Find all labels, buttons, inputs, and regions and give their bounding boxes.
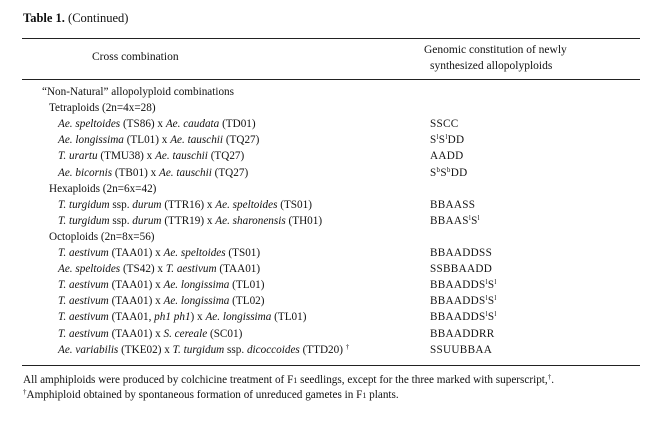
table-label: Table 1. <box>23 11 65 25</box>
text: (TL01) <box>271 311 307 324</box>
cross-combination-cell <box>58 213 322 229</box>
superscript: l <box>485 310 488 319</box>
text: ssp. <box>224 343 247 356</box>
superscript: b <box>446 165 451 174</box>
cross-combination-cell <box>58 197 312 213</box>
italic-text: T. aestivum <box>165 263 217 276</box>
text: (TAA01) x <box>108 247 164 259</box>
genome-cell <box>430 165 467 181</box>
italic-text: T. aestivum <box>58 311 109 324</box>
table-row <box>0 277 666 293</box>
cross-combination-cell <box>49 229 155 245</box>
italic-text: Ae. tauschii <box>159 166 212 179</box>
superscript: l <box>468 213 472 222</box>
italic-text: Ae. speltoides <box>58 118 121 131</box>
table-row <box>0 84 666 100</box>
text: S <box>471 214 478 227</box>
italic-text: Ae. caudata <box>165 118 220 131</box>
text: (TL02) <box>229 295 265 308</box>
italic-text: Ae. speltoides <box>58 263 121 276</box>
genome-cell <box>430 148 464 164</box>
genome-cell <box>430 326 495 342</box>
text: Hexaploids (2n=6x=42) <box>49 182 157 195</box>
text: (TAA01, <box>108 311 155 324</box>
table-title <box>23 11 128 26</box>
superscript: † <box>547 373 552 381</box>
text: S <box>430 134 437 147</box>
top-rule <box>22 38 640 39</box>
text: (TL01) <box>229 279 265 292</box>
superscript: l <box>494 310 497 319</box>
table-row <box>0 245 666 261</box>
text: plants. <box>366 389 399 401</box>
text: (TTR16) x <box>161 198 216 211</box>
cross-combination-cell <box>58 132 259 148</box>
genome-cell <box>430 245 492 261</box>
table-row <box>0 342 666 358</box>
superscript: † <box>345 342 350 351</box>
text: BBAAS <box>430 214 469 227</box>
text: (TS86) x <box>120 118 166 131</box>
text: (TL01) x <box>123 134 171 147</box>
table-row <box>0 293 666 309</box>
table-row <box>0 132 666 148</box>
italic-text: T. turgidum <box>172 343 225 356</box>
cross-combination-cell <box>58 293 264 309</box>
superscript: l <box>494 278 497 287</box>
text: BBAADDS <box>430 279 486 292</box>
text: (TS01) <box>225 247 261 259</box>
genome-cell <box>430 342 492 358</box>
table-row <box>0 116 666 132</box>
table-row <box>0 326 666 342</box>
italic-text: Ae. longissima <box>163 295 230 308</box>
superscript: l <box>494 294 497 303</box>
header-rule <box>22 79 640 80</box>
text: (TQ27) <box>223 134 260 147</box>
text: SSUUBBAA <box>430 343 493 356</box>
text: (TTD20) <box>299 343 346 356</box>
text: BBAADDSS <box>430 247 493 259</box>
genome-cell <box>430 213 480 229</box>
text: (TAA01) <box>216 263 261 276</box>
text: seedlings, except for the three marked with superscript, <box>297 374 548 386</box>
table-row <box>0 309 666 325</box>
italic-text: T. urartu <box>58 150 98 163</box>
footnote-1 <box>23 373 554 388</box>
italic-text: Ae. bicornis <box>58 166 113 179</box>
italic-text: T. aestivum <box>58 295 109 308</box>
italic-text: T. turgidum <box>58 214 110 227</box>
cross-combination-cell <box>58 148 244 164</box>
text: ssp. <box>109 214 133 227</box>
cross-combination-cell <box>58 277 264 293</box>
text: BBAADDS <box>430 295 486 308</box>
subscript: 1 <box>362 391 367 400</box>
superscript: l <box>436 133 439 142</box>
italic-text: Ae. sharonensis <box>215 214 286 227</box>
column-header-genome-line2: synthesized allopolyploids <box>430 60 553 72</box>
text: (TTR19) x <box>161 214 216 227</box>
text: DD <box>450 166 468 179</box>
text: . <box>551 374 554 386</box>
text: (TQ27) <box>207 150 245 163</box>
italic-text: Ae. speltoides <box>215 198 278 211</box>
text: (TH01) <box>285 214 323 227</box>
text: S <box>487 295 495 308</box>
text: (TQ27) <box>211 166 249 179</box>
italic-text: Ae. longissima <box>58 134 124 147</box>
superscript: l <box>445 133 448 142</box>
italic-text: ph1 ph1 <box>154 311 191 324</box>
italic-text: Ae. longissima <box>163 279 230 292</box>
bottom-rule <box>22 365 640 366</box>
table-row <box>0 261 666 277</box>
italic-text: T. aestivum <box>58 327 109 340</box>
cross-combination-cell <box>58 309 306 325</box>
text: (TAA01) x <box>108 327 164 340</box>
text: (TAA01) x <box>108 295 164 308</box>
genome-cell <box>430 293 497 309</box>
text: (TD01) <box>219 118 256 131</box>
table-row <box>0 197 666 213</box>
text: S <box>487 279 495 292</box>
superscript: l <box>485 294 488 303</box>
table-row <box>0 229 666 245</box>
text: S <box>487 311 495 324</box>
text: “Non-Natural” allopolyploid combinations <box>42 86 235 98</box>
genome-cell <box>430 261 492 277</box>
table-row <box>0 181 666 197</box>
italic-text: durum <box>132 198 162 211</box>
italic-text: dicoccoides <box>246 343 300 356</box>
superscript: b <box>436 165 441 174</box>
italic-text: T. aestivum <box>58 247 109 259</box>
cross-combination-cell <box>58 165 248 181</box>
italic-text: Ae. variabilis <box>58 343 119 356</box>
text: (SC01) <box>207 327 243 340</box>
subscript: 1 <box>293 376 298 385</box>
text: (TAA01) x <box>108 279 164 292</box>
table-continued: (Continued) <box>68 11 129 25</box>
table-row <box>0 213 666 229</box>
italic-text: Ae. speltoides <box>163 247 226 259</box>
italic-text: T. turgidum <box>58 198 110 211</box>
text: BBAASS <box>430 198 476 211</box>
text: S <box>430 166 437 179</box>
table-row <box>0 165 666 181</box>
text: BBAADDS <box>430 311 486 324</box>
table-row <box>0 148 666 164</box>
text: All amphiploids were produced by colchicine treatment of F <box>23 374 294 386</box>
cross-combination-cell <box>58 342 349 358</box>
text: DD <box>447 134 465 147</box>
footnote-2 <box>23 388 399 403</box>
text: Tetraploids (2n=4x=28) <box>49 102 156 115</box>
cross-combination-cell <box>58 261 260 277</box>
italic-text: Ae. tauschii <box>170 134 224 147</box>
cross-combination-cell <box>58 245 260 261</box>
column-header-cross: Cross combination <box>92 51 179 63</box>
text: (TMU38) x <box>97 150 156 163</box>
cross-combination-cell <box>49 100 156 116</box>
text: S <box>440 166 447 179</box>
text: (TS42) x <box>120 263 166 276</box>
italic-text: Ae. tauschii <box>155 150 208 163</box>
text: Amphiploid obtained by spontaneous formation of unreduced gametes in F <box>26 389 363 401</box>
text: (TS01) <box>277 198 312 211</box>
text: S <box>438 134 446 147</box>
text: BBAADDRR <box>430 327 495 340</box>
genome-cell <box>430 116 459 132</box>
table-row <box>0 100 666 116</box>
text: AADD <box>430 150 464 163</box>
cross-combination-cell <box>58 116 256 132</box>
superscript: l <box>485 278 488 287</box>
cross-combination-cell <box>49 181 156 197</box>
text: (TKE02) x <box>118 343 173 356</box>
italic-text: Ae. longissima <box>205 311 272 324</box>
column-header-genome-line1: Genomic constitution of newly <box>424 44 567 56</box>
text: ssp. <box>109 198 133 211</box>
cross-combination-cell <box>58 326 242 342</box>
superscript: † <box>23 388 27 396</box>
text: SSBBAADD <box>430 263 493 276</box>
text: ) x <box>190 311 206 324</box>
genome-cell <box>430 197 475 213</box>
italic-text: S. cereale <box>163 327 208 340</box>
italic-text: T. aestivum <box>58 279 109 292</box>
italic-text: durum <box>132 214 162 227</box>
genome-cell <box>430 309 497 325</box>
text: Octoploids (2n=8x=56) <box>49 230 155 243</box>
genome-cell <box>430 132 464 148</box>
text: (TB01) x <box>112 166 159 179</box>
genome-cell <box>430 277 497 293</box>
text: SSCC <box>430 118 459 131</box>
superscript: l <box>477 213 480 222</box>
cross-combination-cell <box>42 84 234 100</box>
